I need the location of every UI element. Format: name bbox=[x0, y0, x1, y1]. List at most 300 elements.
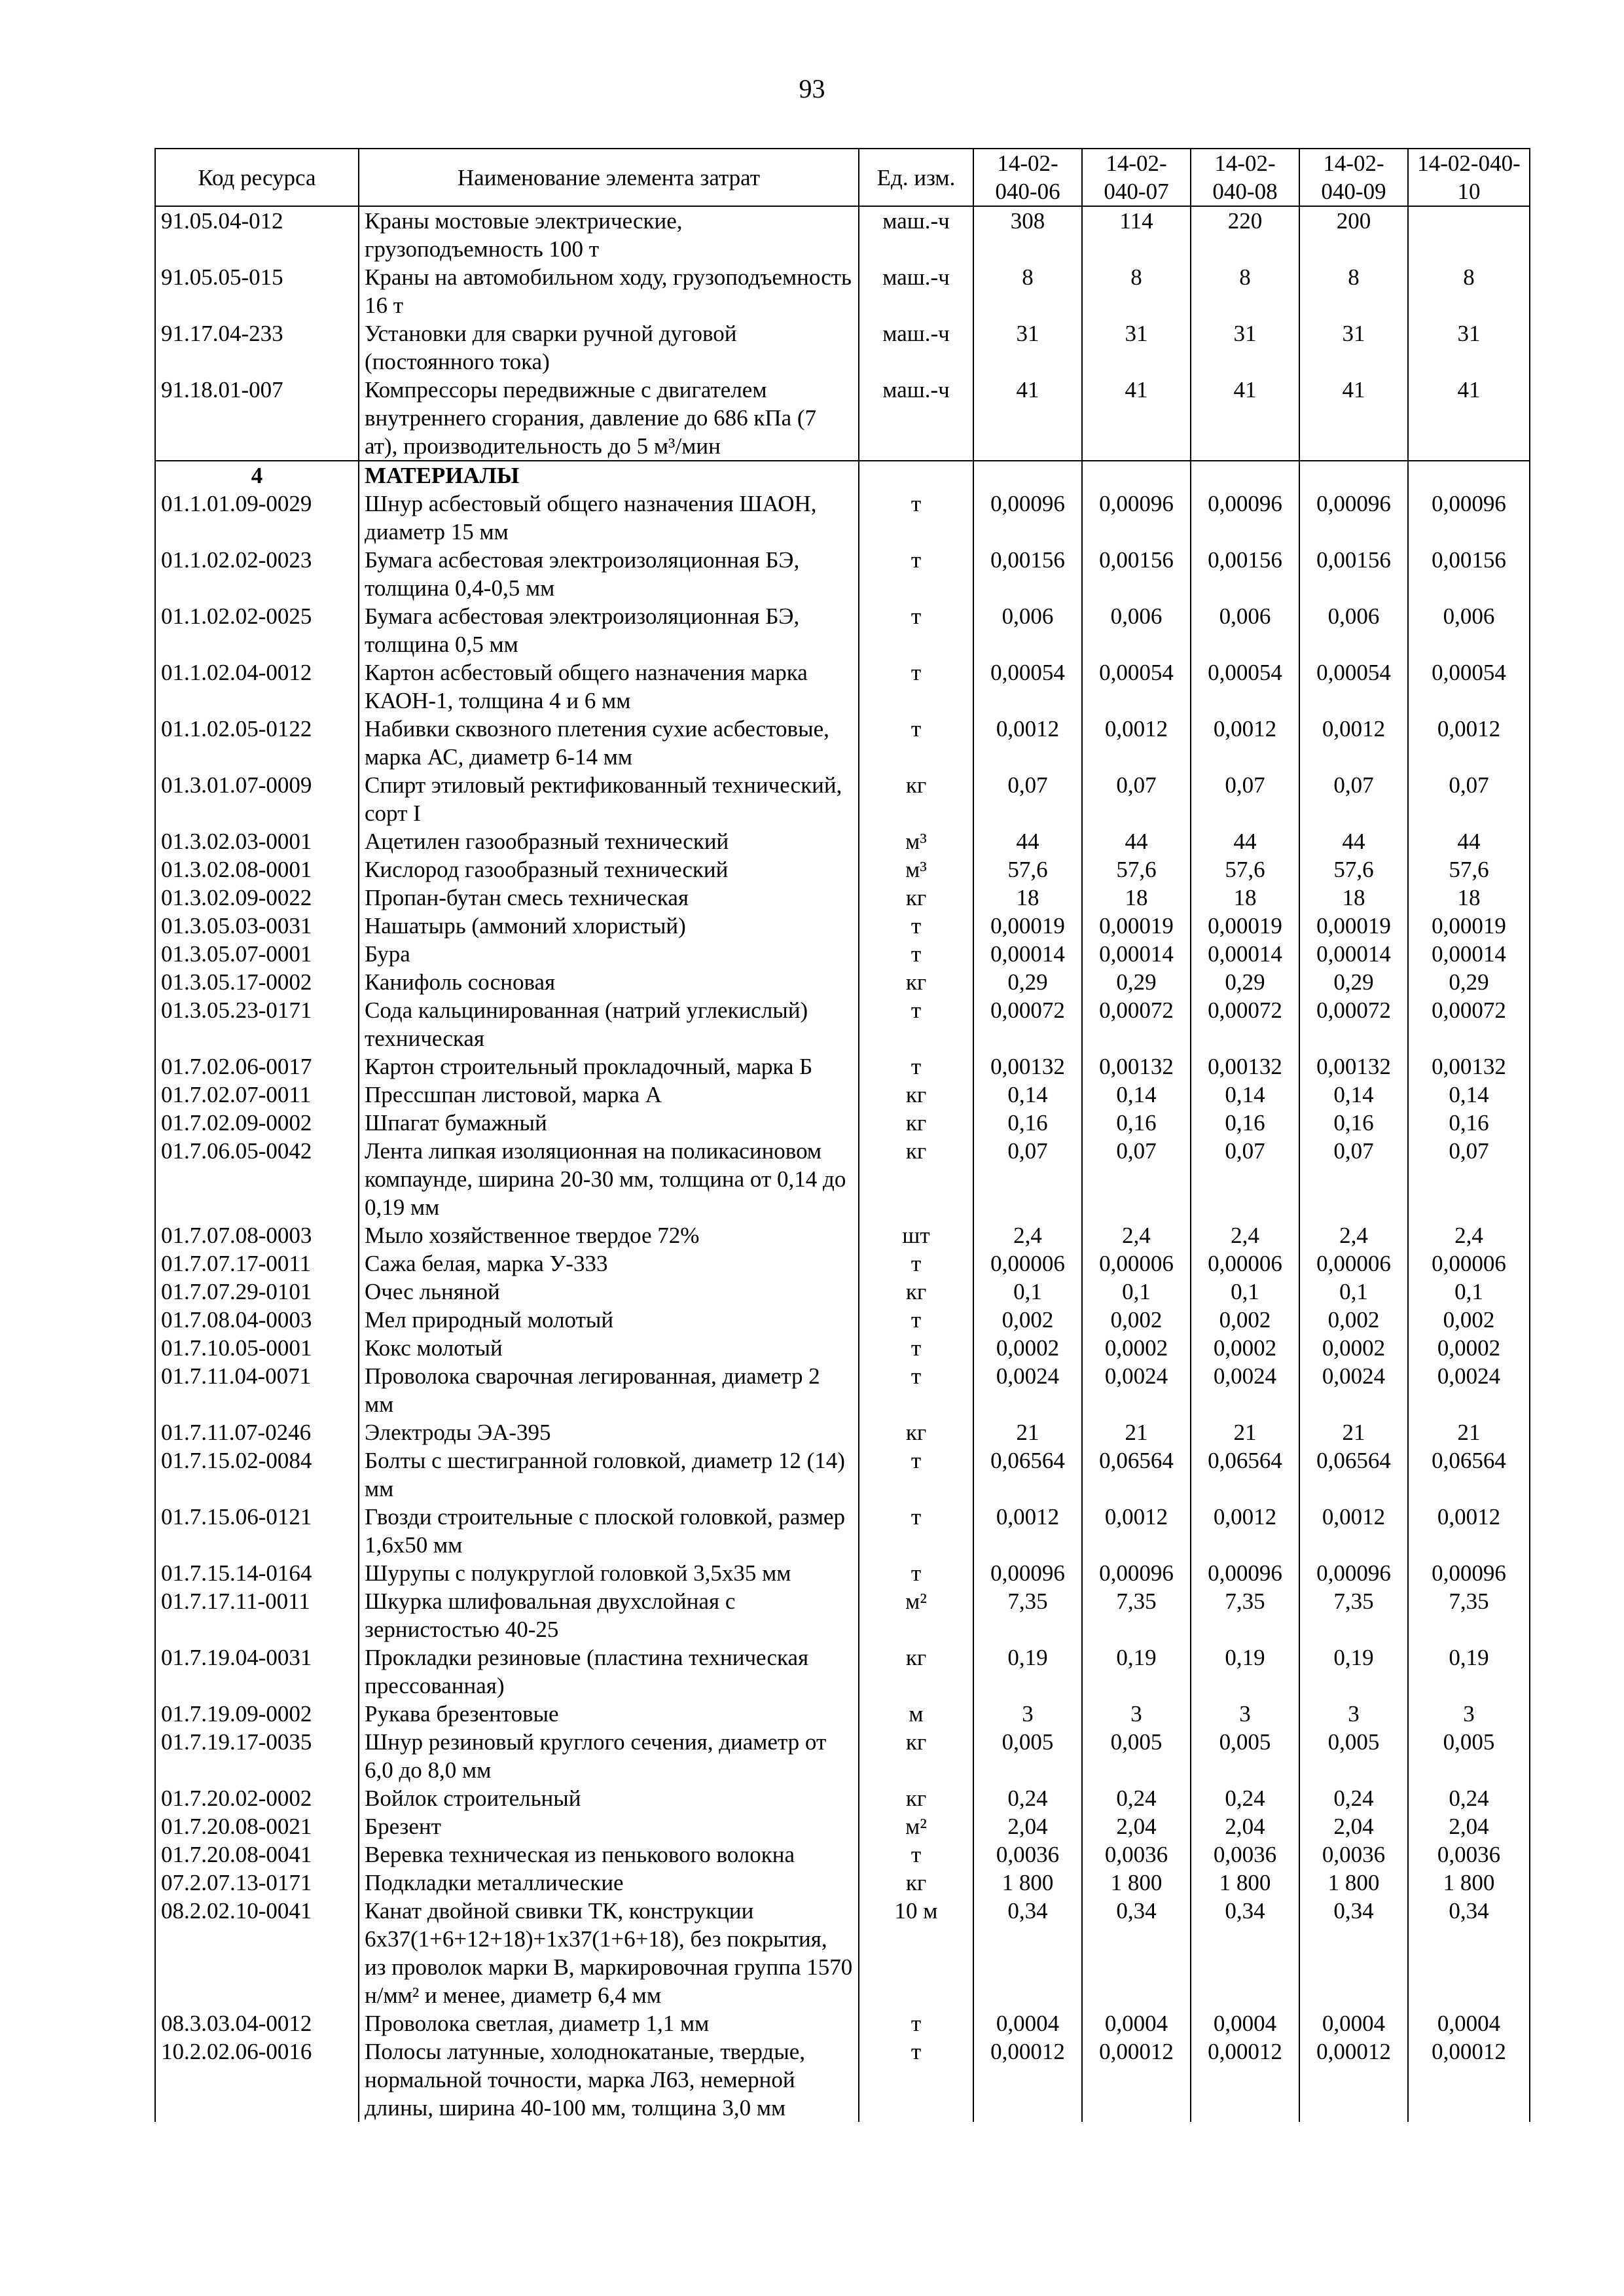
resource-code: 01.7.20.08-0021 bbox=[155, 1812, 359, 1840]
resource-unit: т bbox=[859, 1840, 973, 1869]
header-unit: Ед. изм. bbox=[859, 149, 973, 206]
resource-value: 0,00054 bbox=[1408, 658, 1530, 715]
resource-value: 0,002 bbox=[973, 1306, 1082, 1334]
table-row bbox=[155, 855, 1530, 884]
resource-value: 0,00012 bbox=[973, 2037, 1082, 2122]
resource-name: Веревка техническая из пенькового волокна bbox=[359, 1840, 859, 1869]
resource-value: 41 bbox=[1082, 376, 1191, 461]
resource-value: 21 bbox=[973, 1418, 1082, 1446]
resource-value: 0,0012 bbox=[1408, 1503, 1530, 1559]
resource-value: 0,34 bbox=[1408, 1897, 1530, 2009]
resource-code: 01.3.05.17-0002 bbox=[155, 968, 359, 996]
table-row bbox=[155, 1559, 1530, 1587]
resource-value: 2,04 bbox=[1191, 1812, 1299, 1840]
resource-value: 0,00019 bbox=[1191, 912, 1299, 940]
resource-unit: маш.-ч bbox=[859, 206, 973, 263]
resource-value: 0,14 bbox=[1299, 1081, 1408, 1109]
resource-unit: маш.-ч bbox=[859, 319, 973, 376]
header-col-3: 14-02-040-08 bbox=[1191, 149, 1299, 206]
resource-value: 0,07 bbox=[1082, 771, 1191, 827]
resource-value: 0,00132 bbox=[973, 1052, 1082, 1081]
resource-value: 0,00132 bbox=[1299, 1052, 1408, 1081]
section-code: 4 bbox=[155, 461, 359, 490]
resource-name: Шурупы с полукруглой головкой 3,5х35 мм bbox=[359, 1559, 859, 1587]
table-row bbox=[155, 1249, 1530, 1278]
resource-value: 44 bbox=[1408, 827, 1530, 855]
resource-code: 01.7.20.02-0002 bbox=[155, 1784, 359, 1812]
table-row bbox=[155, 1869, 1530, 1897]
header-code: Код ресурса bbox=[155, 149, 359, 206]
resource-name: Бура bbox=[359, 940, 859, 968]
resource-code: 01.7.19.09-0002 bbox=[155, 1700, 359, 1728]
table-row bbox=[155, 771, 1530, 827]
resource-unit: кг bbox=[859, 1081, 973, 1109]
resource-value: 57,6 bbox=[1082, 855, 1191, 884]
table-row bbox=[155, 1306, 1530, 1334]
resource-value: 0,00014 bbox=[973, 940, 1082, 968]
resource-name: Сода кальцинированная (натрий углекислый) техническая bbox=[359, 996, 859, 1052]
resource-value: 31 bbox=[1191, 319, 1299, 376]
resource-value: 3 bbox=[973, 1700, 1082, 1728]
resource-value: 0,00072 bbox=[1082, 996, 1191, 1052]
resource-code: 91.05.05-015 bbox=[155, 263, 359, 319]
resource-value: 0,00072 bbox=[1191, 996, 1299, 1052]
resource-value: 0,19 bbox=[1191, 1643, 1299, 1700]
resource-code: 01.7.20.08-0041 bbox=[155, 1840, 359, 1869]
resource-value: 0,16 bbox=[1082, 1109, 1191, 1137]
table-row bbox=[155, 1362, 1530, 1418]
resource-code: 01.7.07.17-0011 bbox=[155, 1249, 359, 1278]
resource-value: 0,0002 bbox=[1408, 1334, 1530, 1362]
resource-value: 0,06564 bbox=[973, 1446, 1082, 1503]
resource-name: Полосы латунные, холоднокатаные, твердые, нормальной точности, марка Л63, немерной длины, ширина 40-100 мм, толщина 3,0 мм bbox=[359, 2037, 859, 2122]
resource-name: Мел природный молотый bbox=[359, 1306, 859, 1334]
resource-code: 01.7.11.07-0246 bbox=[155, 1418, 359, 1446]
resource-value: 41 bbox=[973, 376, 1082, 461]
resource-unit: кг bbox=[859, 1109, 973, 1137]
resource-name: Набивки сквозного плетения сухие асбестовые, марка АС, диаметр 6-14 мм bbox=[359, 715, 859, 771]
resource-value: 0,00006 bbox=[1191, 1249, 1299, 1278]
resource-value: 18 bbox=[1191, 884, 1299, 912]
resource-unit: кг bbox=[859, 1137, 973, 1221]
resource-value: 0,00156 bbox=[1191, 546, 1299, 602]
resource-unit: т bbox=[859, 1559, 973, 1587]
resource-value: 0,00096 bbox=[1408, 490, 1530, 546]
resource-value: 44 bbox=[1191, 827, 1299, 855]
empty-cell bbox=[1299, 461, 1408, 490]
resource-value: 2,4 bbox=[1191, 1221, 1299, 1249]
resource-value: 0,0012 bbox=[973, 715, 1082, 771]
table-row bbox=[155, 263, 1530, 319]
header-col-5: 14-02-040-10 bbox=[1408, 149, 1530, 206]
resource-value: 0,00096 bbox=[1299, 1559, 1408, 1587]
resource-unit: т bbox=[859, 1249, 973, 1278]
resource-value: 0,002 bbox=[1191, 1306, 1299, 1334]
resource-value: 0,34 bbox=[1191, 1897, 1299, 2009]
resource-value: 0,00156 bbox=[973, 546, 1082, 602]
resource-value: 0,24 bbox=[1191, 1784, 1299, 1812]
resource-value: 0,0012 bbox=[1191, 715, 1299, 771]
table-row bbox=[155, 490, 1530, 546]
resource-value: 18 bbox=[1408, 884, 1530, 912]
resource-value: 0,0036 bbox=[1299, 1840, 1408, 1869]
resource-value: 0,006 bbox=[1082, 602, 1191, 658]
table-row bbox=[155, 1897, 1530, 2009]
resource-name: Шкурка шлифовальная двухслойная с зернистостью 40-25 bbox=[359, 1587, 859, 1643]
resource-value: 41 bbox=[1191, 376, 1299, 461]
table-row bbox=[155, 1700, 1530, 1728]
resource-unit: т bbox=[859, 546, 973, 602]
empty-cell bbox=[1191, 461, 1299, 490]
resource-name: Канифоль сосновая bbox=[359, 968, 859, 996]
resource-value: 2,04 bbox=[1082, 1812, 1191, 1840]
resource-value: 21 bbox=[1191, 1418, 1299, 1446]
resource-value: 0,00006 bbox=[1082, 1249, 1191, 1278]
resource-value: 0,005 bbox=[1408, 1728, 1530, 1784]
table-row bbox=[155, 1643, 1530, 1700]
resource-value: 0,005 bbox=[973, 1728, 1082, 1784]
resource-name: Краны на автомобильном ходу, грузоподъемность 16 т bbox=[359, 263, 859, 319]
resource-unit: м³ bbox=[859, 827, 973, 855]
resource-value: 31 bbox=[1082, 319, 1191, 376]
resource-value: 0,24 bbox=[973, 1784, 1082, 1812]
resource-code: 01.3.01.07-0009 bbox=[155, 771, 359, 827]
resource-value: 0,24 bbox=[1408, 1784, 1530, 1812]
resource-name: Мыло хозяйственное твердое 72% bbox=[359, 1221, 859, 1249]
resource-value: 18 bbox=[973, 884, 1082, 912]
resource-value: 0,1 bbox=[1191, 1278, 1299, 1306]
resource-name: Болты с шестигранной головкой, диаметр 12 (14) мм bbox=[359, 1446, 859, 1503]
resource-value: 0,00156 bbox=[1408, 546, 1530, 602]
resource-value: 0,0004 bbox=[1082, 2009, 1191, 2037]
table-row bbox=[155, 940, 1530, 968]
resource-value: 0,16 bbox=[1408, 1109, 1530, 1137]
resource-code: 01.7.06.05-0042 bbox=[155, 1137, 359, 1221]
resource-name: Бумага асбестовая электроизоляционная БЭ, толщина 0,5 мм bbox=[359, 602, 859, 658]
resource-unit: кг bbox=[859, 1784, 973, 1812]
resource-value: 0,19 bbox=[1408, 1643, 1530, 1700]
resource-name: Установки для сварки ручной дуговой (постоянного тока) bbox=[359, 319, 859, 376]
table-row bbox=[155, 376, 1530, 461]
resource-value: 21 bbox=[1082, 1418, 1191, 1446]
resource-name: Ацетилен газообразный технический bbox=[359, 827, 859, 855]
empty-cell bbox=[1082, 461, 1191, 490]
table-row bbox=[155, 1418, 1530, 1446]
resource-value: 1 800 bbox=[1408, 1869, 1530, 1897]
resource-value: 0,07 bbox=[1191, 1137, 1299, 1221]
resource-value: 0,34 bbox=[1299, 1897, 1408, 2009]
table-row bbox=[155, 1784, 1530, 1812]
resource-value: 0,07 bbox=[973, 1137, 1082, 1221]
table-row bbox=[155, 884, 1530, 912]
resource-unit: т bbox=[859, 996, 973, 1052]
resource-unit: м² bbox=[859, 1812, 973, 1840]
resource-value: 0,006 bbox=[1408, 602, 1530, 658]
resource-code: 01.7.19.17-0035 bbox=[155, 1728, 359, 1784]
resource-value: 0,0024 bbox=[1082, 1362, 1191, 1418]
resource-code: 91.18.01-007 bbox=[155, 376, 359, 461]
resource-value: 0,00019 bbox=[1408, 912, 1530, 940]
resource-code: 91.17.04-233 bbox=[155, 319, 359, 376]
resource-value: 8 bbox=[1191, 263, 1299, 319]
resource-name: Проволока светлая, диаметр 1,1 мм bbox=[359, 2009, 859, 2037]
resource-unit: т bbox=[859, 715, 973, 771]
resource-value: 0,002 bbox=[1408, 1306, 1530, 1334]
table-row bbox=[155, 968, 1530, 996]
resource-value: 18 bbox=[1082, 884, 1191, 912]
table-row bbox=[155, 715, 1530, 771]
resource-unit: т bbox=[859, 658, 973, 715]
resource-code: 01.3.05.23-0171 bbox=[155, 996, 359, 1052]
resource-value: 57,6 bbox=[1299, 855, 1408, 884]
table-row bbox=[155, 2009, 1530, 2037]
resource-value: 0,00019 bbox=[1299, 912, 1408, 940]
resource-value: 0,0012 bbox=[1299, 715, 1408, 771]
table-row bbox=[155, 996, 1530, 1052]
resource-code: 01.7.07.29-0101 bbox=[155, 1278, 359, 1306]
resource-unit: м² bbox=[859, 1587, 973, 1643]
resource-value: 220 bbox=[1191, 206, 1299, 263]
resource-value: 0,29 bbox=[1299, 968, 1408, 996]
resource-name: Пропан-бутан смесь техническая bbox=[359, 884, 859, 912]
table-row bbox=[155, 658, 1530, 715]
resource-value: 0,00096 bbox=[1408, 1559, 1530, 1587]
resource-table bbox=[154, 148, 1530, 2122]
resource-name: Краны мостовые электрические, грузоподъемность 100 т bbox=[359, 206, 859, 263]
table-row bbox=[155, 1221, 1530, 1249]
resource-code: 01.7.02.07-0011 bbox=[155, 1081, 359, 1109]
resource-value: 0,00096 bbox=[1191, 490, 1299, 546]
resource-value: 0,00014 bbox=[1299, 940, 1408, 968]
resource-name: Нашатырь (аммоний хлористый) bbox=[359, 912, 859, 940]
resource-code: 07.2.07.13-0171 bbox=[155, 1869, 359, 1897]
resource-value: 2,04 bbox=[1299, 1812, 1408, 1840]
resource-name: Шнур асбестовый общего назначения ШАОН, диаметр 15 мм bbox=[359, 490, 859, 546]
resource-name: Компрессоры передвижные с двигателем внутреннего сгорания, давление до 686 кПа (7 ат), производительность до 5 м³/мин bbox=[359, 376, 859, 461]
resource-value: 0,0004 bbox=[1191, 2009, 1299, 2037]
resource-value: 0,1 bbox=[1082, 1278, 1191, 1306]
resource-value: 0,07 bbox=[1191, 771, 1299, 827]
table-row bbox=[155, 1137, 1530, 1221]
resource-value: 2,4 bbox=[1299, 1221, 1408, 1249]
resource-name: Лента липкая изоляционная на поликасиновом компаунде, ширина 20-30 мм, толщина от 0,14 до 0,19 мм bbox=[359, 1137, 859, 1221]
resource-name: Кокс молотый bbox=[359, 1334, 859, 1362]
resource-value: 2,04 bbox=[1408, 1812, 1530, 1840]
table-row bbox=[155, 1728, 1530, 1784]
resource-value: 0,00132 bbox=[1408, 1052, 1530, 1081]
table-body bbox=[155, 206, 1530, 2122]
resource-value: 0,07 bbox=[1082, 1137, 1191, 1221]
table-row bbox=[155, 1278, 1530, 1306]
resource-value: 1 800 bbox=[1082, 1869, 1191, 1897]
resource-value: 8 bbox=[1082, 263, 1191, 319]
resource-unit: маш.-ч bbox=[859, 376, 973, 461]
table-row bbox=[155, 827, 1530, 855]
resource-value: 0,005 bbox=[1299, 1728, 1408, 1784]
resource-unit: 10 м bbox=[859, 1897, 973, 2009]
section-title: МАТЕРИАЛЫ bbox=[359, 461, 859, 490]
resource-table-container bbox=[154, 148, 1529, 2122]
resource-value: 0,00096 bbox=[1191, 1559, 1299, 1587]
table-row bbox=[155, 319, 1530, 376]
resource-value: 0,07 bbox=[1408, 1137, 1530, 1221]
resource-value: 7,35 bbox=[1408, 1587, 1530, 1643]
table-row bbox=[155, 2037, 1530, 2122]
resource-value: 0,00019 bbox=[1082, 912, 1191, 940]
resource-name: Рукава брезентовые bbox=[359, 1700, 859, 1728]
resource-value: 308 bbox=[973, 206, 1082, 263]
resource-value: 0,002 bbox=[1082, 1306, 1191, 1334]
resource-value: 0,14 bbox=[1408, 1081, 1530, 1109]
resource-value: 57,6 bbox=[1408, 855, 1530, 884]
resource-value: 0,0012 bbox=[1082, 1503, 1191, 1559]
resource-value: 31 bbox=[973, 319, 1082, 376]
resource-unit: т bbox=[859, 940, 973, 968]
resource-value: 2,4 bbox=[1082, 1221, 1191, 1249]
resource-value: 0,0036 bbox=[1191, 1840, 1299, 1869]
resource-value: 31 bbox=[1408, 319, 1530, 376]
resource-unit: м bbox=[859, 1700, 973, 1728]
page-number: 93 bbox=[799, 74, 825, 103]
resource-value: 0,19 bbox=[1082, 1643, 1191, 1700]
resource-value: 0,0002 bbox=[973, 1334, 1082, 1362]
resource-value: 2,04 bbox=[973, 1812, 1082, 1840]
resource-value: 0,1 bbox=[973, 1278, 1082, 1306]
resource-unit: кг bbox=[859, 1728, 973, 1784]
resource-value: 2,4 bbox=[1408, 1221, 1530, 1249]
resource-unit: кг bbox=[859, 1278, 973, 1306]
resource-value: 0,0004 bbox=[1299, 2009, 1408, 2037]
resource-unit: кг bbox=[859, 1643, 973, 1700]
resource-value: 2,4 bbox=[973, 1221, 1082, 1249]
resource-value: 0,1 bbox=[1299, 1278, 1408, 1306]
resource-value: 0,00054 bbox=[1191, 658, 1299, 715]
resource-value: 0,07 bbox=[1408, 771, 1530, 827]
resource-name: Электроды ЭА-395 bbox=[359, 1418, 859, 1446]
header-name: Наименование элемента затрат bbox=[359, 149, 859, 206]
resource-value: 0,29 bbox=[1191, 968, 1299, 996]
resource-unit: т bbox=[859, 2037, 973, 2122]
resource-value: 0,07 bbox=[1299, 1137, 1408, 1221]
resource-value: 0,00012 bbox=[1408, 2037, 1530, 2122]
resource-name: Прессшпан листовой, марка А bbox=[359, 1081, 859, 1109]
resource-value: 0,0036 bbox=[973, 1840, 1082, 1869]
resource-value: 0,0024 bbox=[1408, 1362, 1530, 1418]
resource-value: 1 800 bbox=[1299, 1869, 1408, 1897]
resource-value: 3 bbox=[1191, 1700, 1299, 1728]
resource-value: 21 bbox=[1408, 1418, 1530, 1446]
resource-name: Войлок строительный bbox=[359, 1784, 859, 1812]
resource-value: 0,00072 bbox=[1299, 996, 1408, 1052]
resource-code: 01.3.05.07-0001 bbox=[155, 940, 359, 968]
section-row bbox=[155, 461, 1530, 490]
resource-value: 8 bbox=[1299, 263, 1408, 319]
table-row bbox=[155, 602, 1530, 658]
header-col-1: 14-02-040-06 bbox=[973, 149, 1082, 206]
resource-name: Бумага асбестовая электроизоляционная БЭ, толщина 0,4-0,5 мм bbox=[359, 546, 859, 602]
resource-value: 21 bbox=[1299, 1418, 1408, 1446]
resource-value: 0,00012 bbox=[1299, 2037, 1408, 2122]
resource-value bbox=[1408, 206, 1530, 263]
resource-value: 0,0024 bbox=[1299, 1362, 1408, 1418]
resource-value: 0,0004 bbox=[973, 2009, 1082, 2037]
resource-value: 0,00006 bbox=[973, 1249, 1082, 1278]
resource-unit: т bbox=[859, 1052, 973, 1081]
resource-value: 44 bbox=[1299, 827, 1408, 855]
resource-code: 01.1.02.05-0122 bbox=[155, 715, 359, 771]
resource-code: 01.3.02.03-0001 bbox=[155, 827, 359, 855]
resource-name: Картон строительный прокладочный, марка Б bbox=[359, 1052, 859, 1081]
resource-value: 0,06564 bbox=[1082, 1446, 1191, 1503]
resource-value: 0,14 bbox=[1082, 1081, 1191, 1109]
resource-value: 0,005 bbox=[1082, 1728, 1191, 1784]
resource-value: 0,00156 bbox=[1082, 546, 1191, 602]
resource-value: 0,24 bbox=[1082, 1784, 1191, 1812]
resource-value: 0,00054 bbox=[1299, 658, 1408, 715]
resource-value: 0,0036 bbox=[1082, 1840, 1191, 1869]
resource-code: 01.7.02.09-0002 bbox=[155, 1109, 359, 1137]
table-row bbox=[155, 1840, 1530, 1869]
table-row bbox=[155, 912, 1530, 940]
table-row bbox=[155, 206, 1530, 263]
resource-value: 0,00019 bbox=[973, 912, 1082, 940]
resource-code: 01.7.17.11-0011 bbox=[155, 1587, 359, 1643]
resource-value: 0,16 bbox=[1191, 1109, 1299, 1137]
resource-value: 8 bbox=[1408, 263, 1530, 319]
empty-cell bbox=[859, 461, 973, 490]
resource-value: 0,00096 bbox=[973, 1559, 1082, 1587]
resource-value: 0,0012 bbox=[1299, 1503, 1408, 1559]
table-row bbox=[155, 1446, 1530, 1503]
resource-code: 08.3.03.04-0012 bbox=[155, 2009, 359, 2037]
resource-code: 01.7.19.04-0031 bbox=[155, 1643, 359, 1700]
resource-value: 0,00156 bbox=[1299, 546, 1408, 602]
resource-value: 41 bbox=[1299, 376, 1408, 461]
resource-value: 200 bbox=[1299, 206, 1408, 263]
table-header-row bbox=[155, 149, 1530, 206]
resource-code: 01.3.02.08-0001 bbox=[155, 855, 359, 884]
resource-value: 0,0024 bbox=[1191, 1362, 1299, 1418]
resource-value: 0,0024 bbox=[973, 1362, 1082, 1418]
resource-value: 0,00012 bbox=[1082, 2037, 1191, 2122]
resource-value: 8 bbox=[973, 263, 1082, 319]
resource-code: 01.3.02.09-0022 bbox=[155, 884, 359, 912]
resource-value: 0,1 bbox=[1408, 1278, 1530, 1306]
resource-name: Гвозди строительные с плоской головкой, размер 1,6х50 мм bbox=[359, 1503, 859, 1559]
resource-code: 08.2.02.10-0041 bbox=[155, 1897, 359, 2009]
resource-code: 01.3.05.03-0031 bbox=[155, 912, 359, 940]
header-col-2: 14-02-040-07 bbox=[1082, 149, 1191, 206]
resource-value: 0,006 bbox=[1191, 602, 1299, 658]
resource-name: Шнур резиновый круглого сечения, диаметр от 6,0 до 8,0 мм bbox=[359, 1728, 859, 1784]
resource-value: 0,00096 bbox=[1082, 490, 1191, 546]
resource-code: 01.1.02.02-0025 bbox=[155, 602, 359, 658]
resource-value: 0,005 bbox=[1191, 1728, 1299, 1784]
resource-value: 0,07 bbox=[973, 771, 1082, 827]
resource-unit: м³ bbox=[859, 855, 973, 884]
resource-name: Брезент bbox=[359, 1812, 859, 1840]
resource-value: 0,00132 bbox=[1191, 1052, 1299, 1081]
table-row bbox=[155, 1587, 1530, 1643]
resource-value: 0,00054 bbox=[1082, 658, 1191, 715]
resource-unit: т bbox=[859, 1334, 973, 1362]
resource-unit: кг bbox=[859, 771, 973, 827]
resource-value: 0,0012 bbox=[973, 1503, 1082, 1559]
resource-code: 01.1.02.02-0023 bbox=[155, 546, 359, 602]
resource-name: Картон асбестовый общего назначения марка КАОН-1, толщина 4 и 6 мм bbox=[359, 658, 859, 715]
resource-value: 114 bbox=[1082, 206, 1191, 263]
resource-value: 0,006 bbox=[1299, 602, 1408, 658]
